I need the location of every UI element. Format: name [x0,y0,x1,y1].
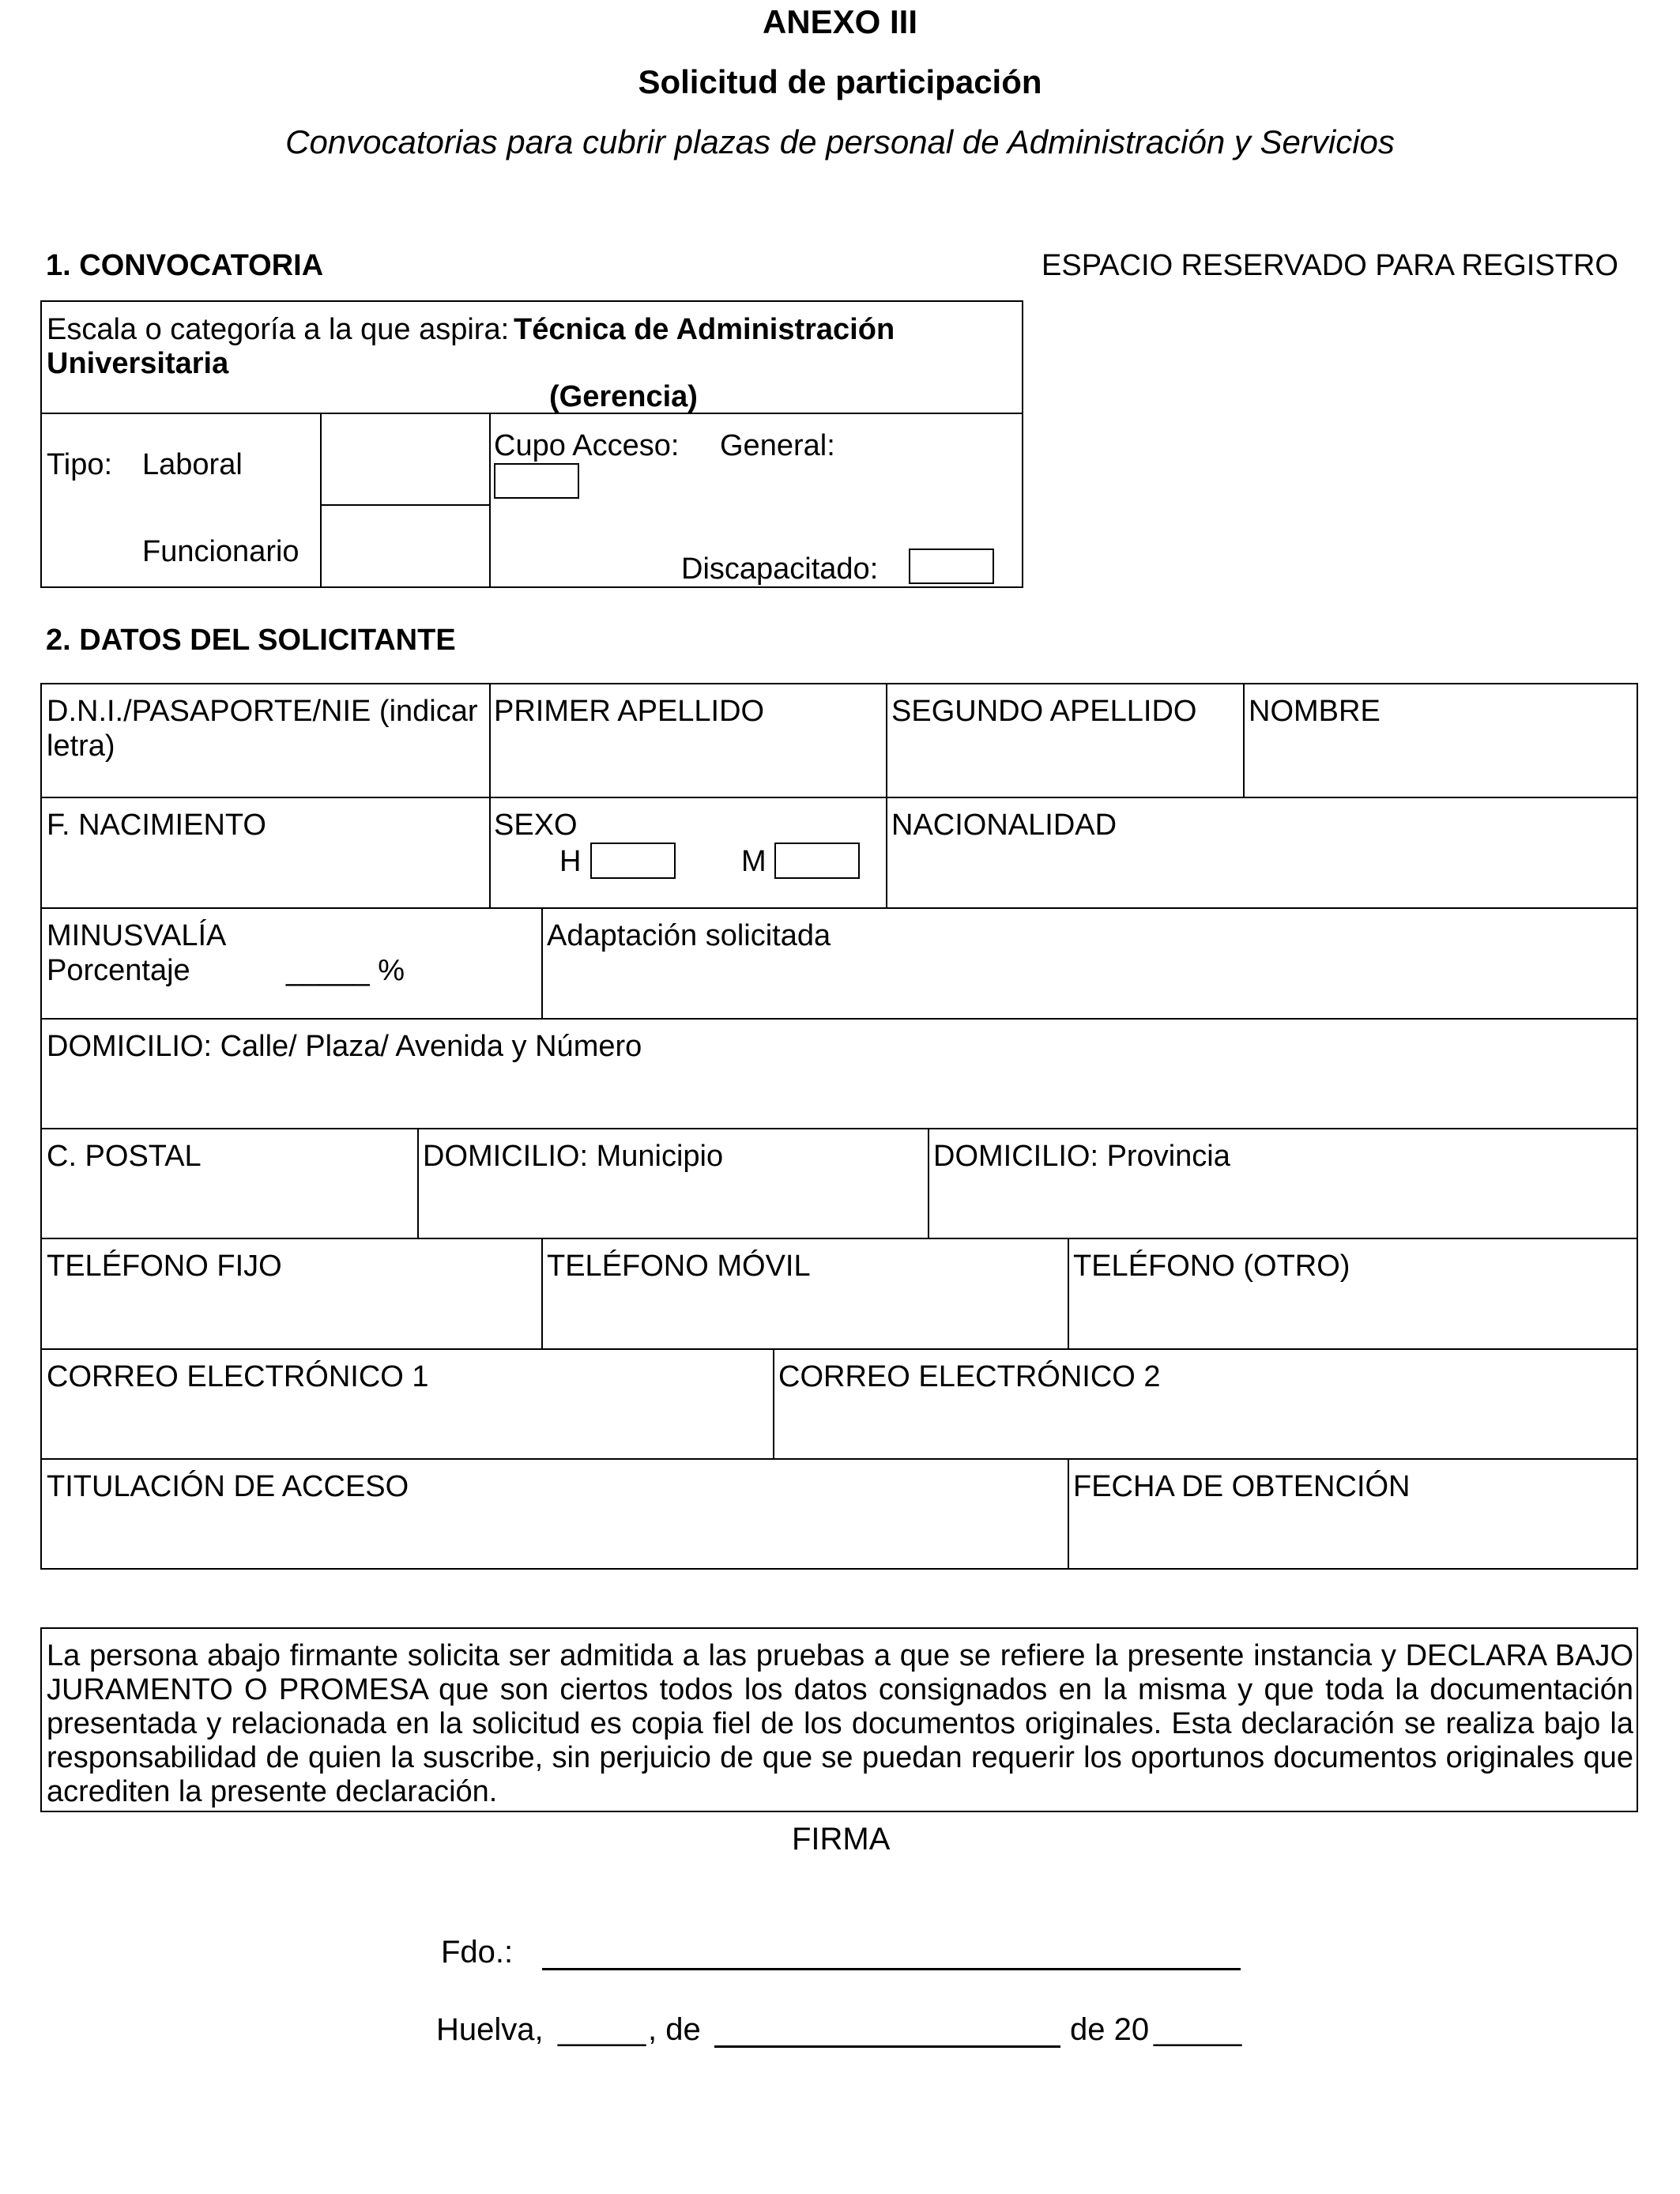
registry-reserved-label: ESPACIO RESERVADO PARA REGISTRO [1042,249,1618,282]
huelva-label: Huelva, [436,2012,544,2047]
telefono-fijo-label: TELÉFONO FIJO [47,1250,282,1283]
cupo-general-label: General: [720,429,835,462]
titulacion-label: TITULACIÓN DE ACCESO [47,1470,409,1503]
sexo-h-label: H [559,845,582,878]
date-year-blank[interactable]: _____ [1154,2012,1242,2047]
telefono-otro-label: TELÉFONO (OTRO) [1073,1250,1350,1283]
provincia-label: DOMICILIO: Provincia [933,1140,1230,1173]
section-convocatoria-heading: 1. CONVOCATORIA [46,249,324,282]
divider [40,1018,1638,1020]
firma-label: FIRMA [792,1822,891,1857]
date-month-line[interactable] [714,2045,1060,2048]
telefono-movil-field[interactable] [543,1287,1066,1347]
nombre-field[interactable] [1245,759,1637,795]
divider [40,797,1638,798]
correo-1-label: CORREO ELECTRÓNICO 1 [47,1360,429,1393]
divider [489,413,491,588]
codigo-postal-field[interactable] [42,1178,416,1236]
domicilio-calle-field[interactable] [42,1067,1637,1126]
nacionalidad-field[interactable] [887,846,1637,906]
provincia-field[interactable] [929,1178,1637,1236]
tipo-laboral-label: Laboral [142,448,243,481]
minusvalia-label: MINUSVALÍA [47,919,227,952]
divider [40,413,1023,414]
date-year-label: de 20 [1070,2012,1150,2047]
divider [40,1128,1638,1129]
tipo-funcionario-field[interactable] [322,506,488,586]
tipo-laboral-field[interactable] [322,414,488,503]
scale-label: Escala o categoría a la que aspira: [47,313,510,346]
cupo-acceso-label: Cupo Acceso: [494,429,680,462]
divider [489,797,491,907]
primer-apellido-label: PRIMER APELLIDO [494,695,765,728]
nacimiento-field[interactable] [42,846,488,906]
divider [40,1238,1638,1239]
primer-apellido-field[interactable] [491,759,884,795]
nombre-label: NOMBRE [1249,695,1381,728]
scale-value-cont: Universitaria [47,347,229,380]
sexo-h-checkbox[interactable] [590,843,676,879]
dni-label-cont: letra) [47,729,115,763]
correo-2-label: CORREO ELECTRÓNICO 2 [778,1360,1161,1393]
sexo-m-checkbox[interactable] [774,843,860,879]
fdo-signature-line[interactable] [542,1968,1241,1970]
section-solicitante-heading: 2. DATOS DEL SOLICITANTE [46,624,456,657]
porcentaje-label: Porcentaje [47,954,190,987]
sexo-label: SEXO [494,809,578,842]
telefono-fijo-field[interactable] [42,1287,540,1347]
date-day-blank[interactable]: _____ [558,2012,646,2047]
annex-title: ANEXO III [762,3,918,40]
segundo-apellido-field[interactable] [887,759,1241,795]
municipio-field[interactable] [419,1178,926,1236]
fdo-label: Fdo.: [441,1935,514,1970]
tipo-funcionario-label: Funcionario [142,535,299,568]
date-de-label: , de [648,2012,701,2047]
segundo-apellido-label: SEGUNDO APELLIDO [891,695,1197,728]
form-subtitle: Convocatorias para cubrir plazas de personal de Administración y Servicios [285,123,1395,160]
scale-value-gerencia: (Gerencia) [549,380,698,413]
telefono-movil-label: TELÉFONO MÓVIL [547,1250,811,1283]
dni-field[interactable] [42,759,488,795]
tipo-label: Tipo: [47,448,113,481]
correo-2-field[interactable] [774,1397,1637,1457]
divider [40,1348,1638,1350]
domicilio-calle-label: DOMICILIO: Calle/ Plaza/ Avenida y Número [47,1030,642,1063]
dni-label: D.N.I./PASAPORTE/NIE (indicar [47,695,478,728]
declaration-text: La persona abajo firmante solicita ser admitida a las pruebas a que se refiere la presente instancia y DECLARA BAJO JURAMENTO O PROMESA que son ciertos todos los datos consignados en la misma y que toda la documentación presentada y relacionada en la solicitud es copia fiel de los documentos originales. Esta declaración se realiza bajo la responsabilidad de quien la suscribe, sin perjuicio de que se puedan requerir los oportunos documentos originales que acrediten la presente declaración. [47,1639,1633,1808]
telefono-otro-field[interactable] [1069,1287,1637,1347]
fecha-obtencion-label: FECHA DE OBTENCIÓN [1073,1470,1411,1503]
municipio-label: DOMICILIO: Municipio [423,1140,724,1173]
nacionalidad-label: NACIONALIDAD [891,809,1117,842]
titulacion-field[interactable] [42,1506,1066,1568]
divider [40,907,1638,909]
cupo-discapacitado-label: Discapacitado: [681,552,879,586]
sexo-m-label: M [741,845,767,878]
adaptacion-label: Adaptación solicitada [547,919,831,952]
fecha-obtencion-field[interactable] [1069,1506,1637,1568]
cupo-general-checkbox[interactable] [494,463,579,499]
correo-1-field[interactable] [42,1397,771,1457]
porcentaje-blank[interactable]: _____ % [286,954,405,987]
nacimiento-label: F. NACIMIENTO [47,809,266,842]
scale-value: Técnica de Administración [514,313,895,346]
cupo-discapacitado-checkbox[interactable] [909,548,994,584]
divider [40,1458,1638,1460]
adaptacion-field[interactable] [543,955,1637,1016]
codigo-postal-label: C. POSTAL [47,1140,202,1173]
form-title: Solicitud de participación [638,63,1042,100]
